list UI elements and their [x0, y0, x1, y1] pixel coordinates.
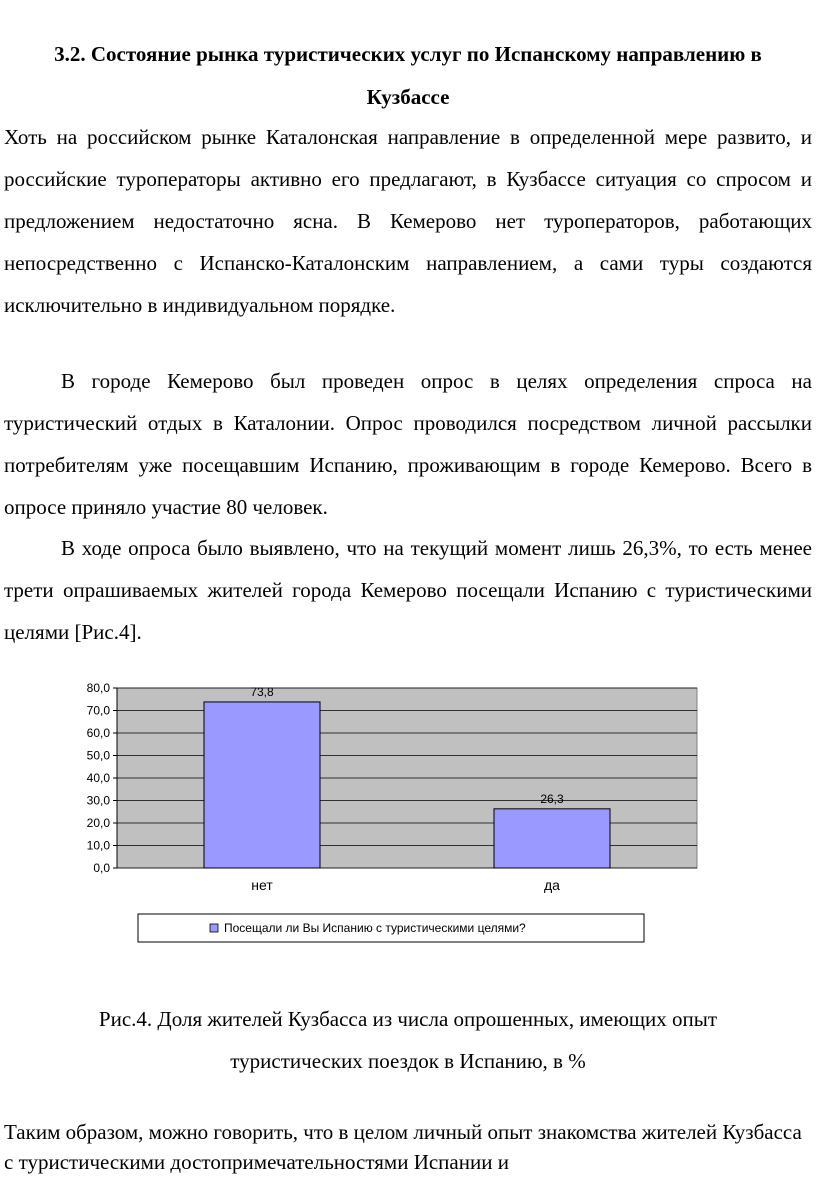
y-tick-label: 40,0 [86, 771, 110, 785]
bar-0 [204, 702, 320, 868]
data-label-0: 73,8 [250, 684, 274, 699]
legend-swatch [210, 924, 218, 932]
y-tick-label: 80,0 [86, 681, 110, 695]
data-label-1: 26,3 [540, 791, 564, 806]
legend [138, 914, 644, 942]
category-labels [251, 877, 560, 893]
figure-caption-line-2: туристических поездок в Испанию, в % [230, 1049, 586, 1073]
paragraph-3: В ходе опроса было выявлено, что на текущий момент лишь 26,3%, то есть менее трети опрашиваемых жителей города Кемерово посещали Испанию с туристическими целями [Рис.4]. [4, 536, 812, 644]
y-tick-label: 10,0 [86, 838, 110, 853]
y-tick-label: 70,0 [86, 703, 110, 718]
y-tick-label: 60,0 [86, 726, 110, 740]
section-heading-line-2: Кузбассе [366, 85, 450, 109]
category-label-0: нет [251, 877, 273, 893]
y-tick-label: 50,0 [86, 748, 110, 763]
paragraph-2: В городе Кемерово был проведен опрос в целях определения спроса на туристический отдых в Каталонии. Опрос проводился посредством личной рассылки потребителям уже посещавшим Испанию, проживающим в городе Кемерово. Всего в опросе приняло участие 80 человек. [4, 369, 812, 519]
y-tick-label: 0,0 [93, 861, 110, 875]
section-heading-line-1: 3.2. Состояние рынка туристических услуг по Испанскому направлению в [54, 42, 762, 66]
survey-bar-chart [72, 670, 712, 960]
y-tick-label: 20,0 [86, 816, 110, 830]
figure-caption-line-1: Рис.4. Доля жителей Кузбасса из числа опрошенных, имеющих опыт [98, 1007, 718, 1031]
category-label-1: да [544, 877, 560, 893]
bar-1 [494, 809, 610, 868]
y-axis-ticks [87, 681, 117, 875]
paragraph-1: Хоть на российском рынке Каталонская направление в определенной мере развито, и российские туроператоры активно его предлагают, в Кузбассе ситуация со спросом и предложением недостаточно ясна. В Кемерово нет туроператоров, работающих непосредственно с Испанско-Каталонским направлением, а сами туры создаются исключительно в индивидуальном порядке. [4, 125, 812, 317]
closing-paragraph: Таким образом, можно говорить, что в целом личный опыт знакомства жителей Кузбасса с туристическими достопримечательностями Испании и [4, 1120, 802, 1174]
y-tick-label: 30,0 [86, 793, 110, 808]
legend-label: Посещали ли Вы Испанию с туристическими целями? [224, 921, 526, 935]
